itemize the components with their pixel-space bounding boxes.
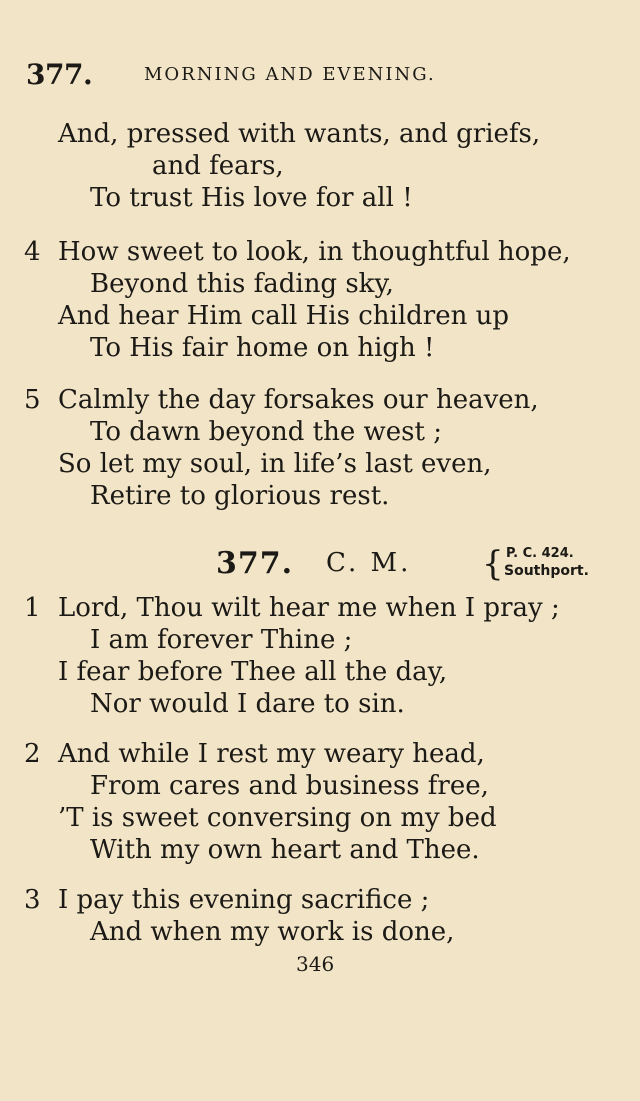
stanza-line: Calmly the day forsakes our heaven, <box>58 385 539 415</box>
stanza-line: And while I rest my weary head, <box>58 739 485 769</box>
stanza-line: I am forever Thine ; <box>90 625 353 655</box>
hymn-number: 377. <box>216 546 294 581</box>
stanza-number: 5 <box>24 385 41 415</box>
tune-name: Southport. <box>504 563 589 579</box>
stanza-number: 2 <box>24 739 41 769</box>
stanza-number: 1 <box>24 593 41 623</box>
stanza-line: Lord, Thou wilt hear me when I pray ; <box>58 593 560 623</box>
stanza-line: And, pressed with wants, and griefs, <box>58 119 541 149</box>
stanza-line: Beyond this fading sky, <box>90 269 394 299</box>
stanza-line: Nor would I dare to sin. <box>90 689 405 719</box>
running-header <box>26 58 586 94</box>
stanza-line: ’T is sweet conversing on my bed <box>58 803 497 833</box>
stanza-line: How sweet to look, in thoughtful hope, <box>58 237 571 267</box>
stanza-line: To His fair home on high ! <box>90 333 435 363</box>
stanza-line: And hear Him call His children up <box>58 301 510 331</box>
hymn-heading <box>0 546 640 586</box>
stanza-line: To dawn beyond the west ; <box>90 417 442 447</box>
page-number: 346 <box>296 952 335 976</box>
stanza-line: Retire to glorious rest. <box>90 481 390 511</box>
stanza-line: So let my soul, in life’s last even, <box>58 449 492 479</box>
stanza-number: 3 <box>24 885 41 915</box>
stanza-line: And when my work is done, <box>90 917 455 947</box>
stanza-line: To trust His love for all ! <box>90 183 413 213</box>
hymn-meter: C. M. <box>326 548 412 578</box>
header-title: MORNING AND EVENING. <box>144 64 436 85</box>
stanza-line: and fears, <box>152 151 284 181</box>
stanza-line: With my own heart and Thee. <box>90 835 480 865</box>
stanza-line: From cares and business free, <box>90 771 489 801</box>
stanza-line: I fear before Thee all the day, <box>58 657 448 687</box>
header-hymn-number: 377. <box>26 58 93 91</box>
stanza-number: 4 <box>24 237 41 267</box>
stanza-line: I pay this evening sacrifice ; <box>58 885 430 915</box>
tune-reference: P. C. 424. <box>506 546 574 561</box>
brace-glyph: { <box>482 544 504 584</box>
